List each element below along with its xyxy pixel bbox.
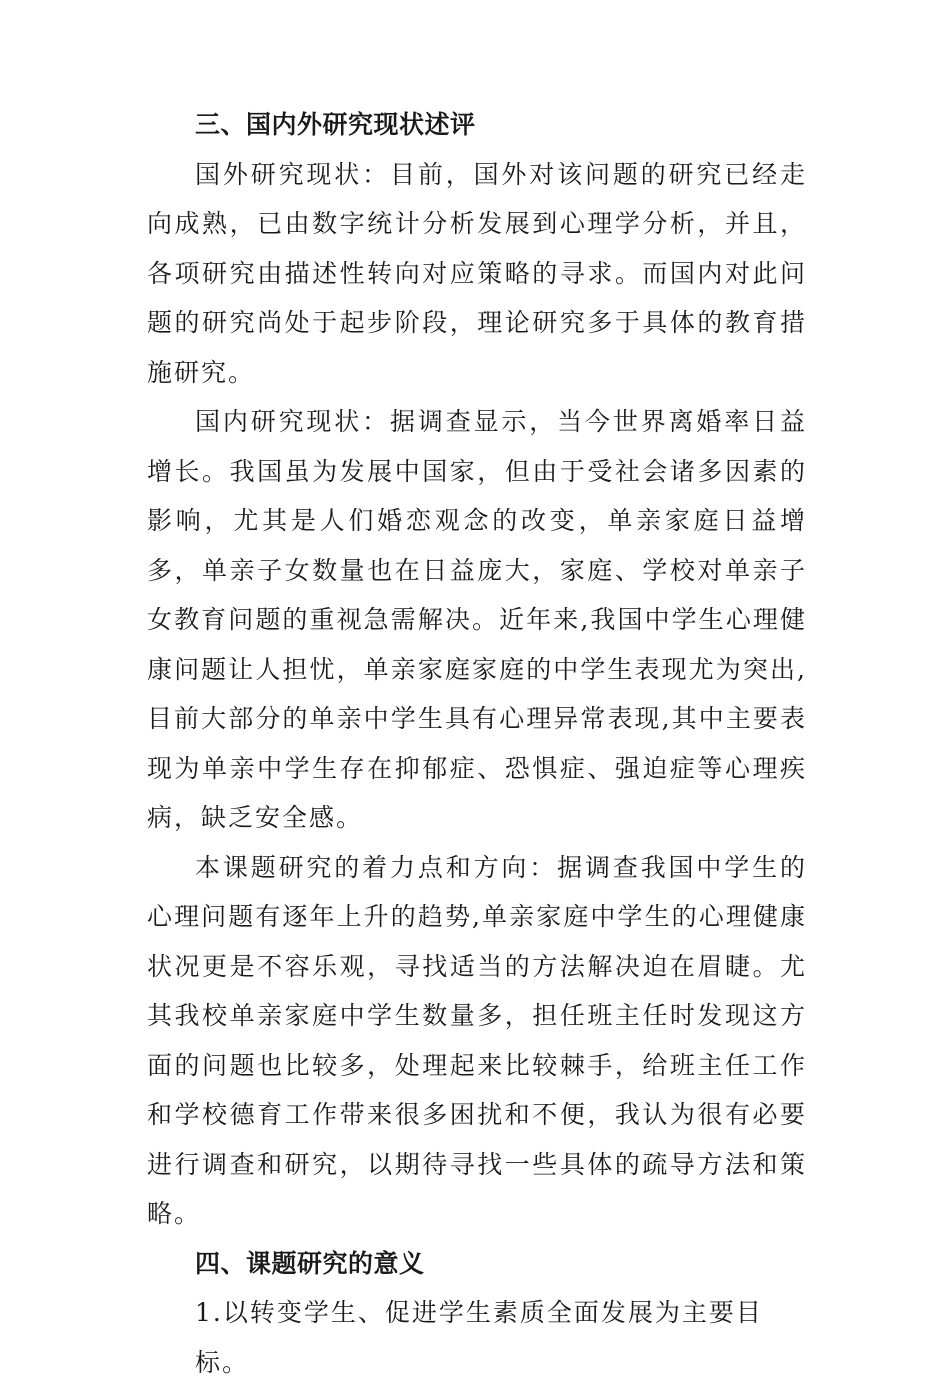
paragraph-research-focus: 本课题研究的着力点和方向：据调查我国中学生的心理问题有逐年上升的趋势,单亲家庭中学生的心理健康状况更是不容乐观，寻找适当的方法解决迫在眉睫。尤其我校单亲家庭中学生数量多，担任班主任时发现这方面的问题也比较多，处理起来比较棘手，给班主任工作和学校德育工作带来很多困扰和不便，我认为很有必要进行调查和研究，以期待寻找一些具体的疏导方法和策略。: [147, 852, 807, 1228]
paragraph-foreign-research: 国外研究现状：目前，国外对该问题的研究已经走向成熟，已由数字统计分析发展到心理学分析，并且，各项研究由描述性转向对应策略的寻求。而国内对此问题的研究尚处于起步阶段，理论研究多于具体的教育措施研究。: [147, 159, 807, 387]
document-page: [147, 100, 807, 1387]
section-3-heading: 三、国内外研究现状述评: [195, 110, 476, 139]
paragraph-domestic-research: 国内研究现状：据调查显示，当今世界离婚率日益增长。我国虽为发展中国家，但由于受社会诸多因素的影响，尤其是人们婚恋观念的改变，单亲家庭日益增多，单亲子女数量也在日益庞大，家庭、学校对单亲子女教育问题的重视急需解决。近年来,我国中学生心理健康问题让人担忧，单亲家庭家庭的中学生表现尤为突出,目前大部分的单亲中学生具有心理异常表现,其中主要表现为单亲中学生存在抑郁症、恐惧症、强迫症等心理疾病，缺乏安全感。: [147, 407, 807, 832]
list-item-significance-1: 1.以转变学生、促进学生素质全面发展为主要目标。: [195, 1298, 763, 1377]
section-4-heading: 四、课题研究的意义: [195, 1248, 425, 1278]
